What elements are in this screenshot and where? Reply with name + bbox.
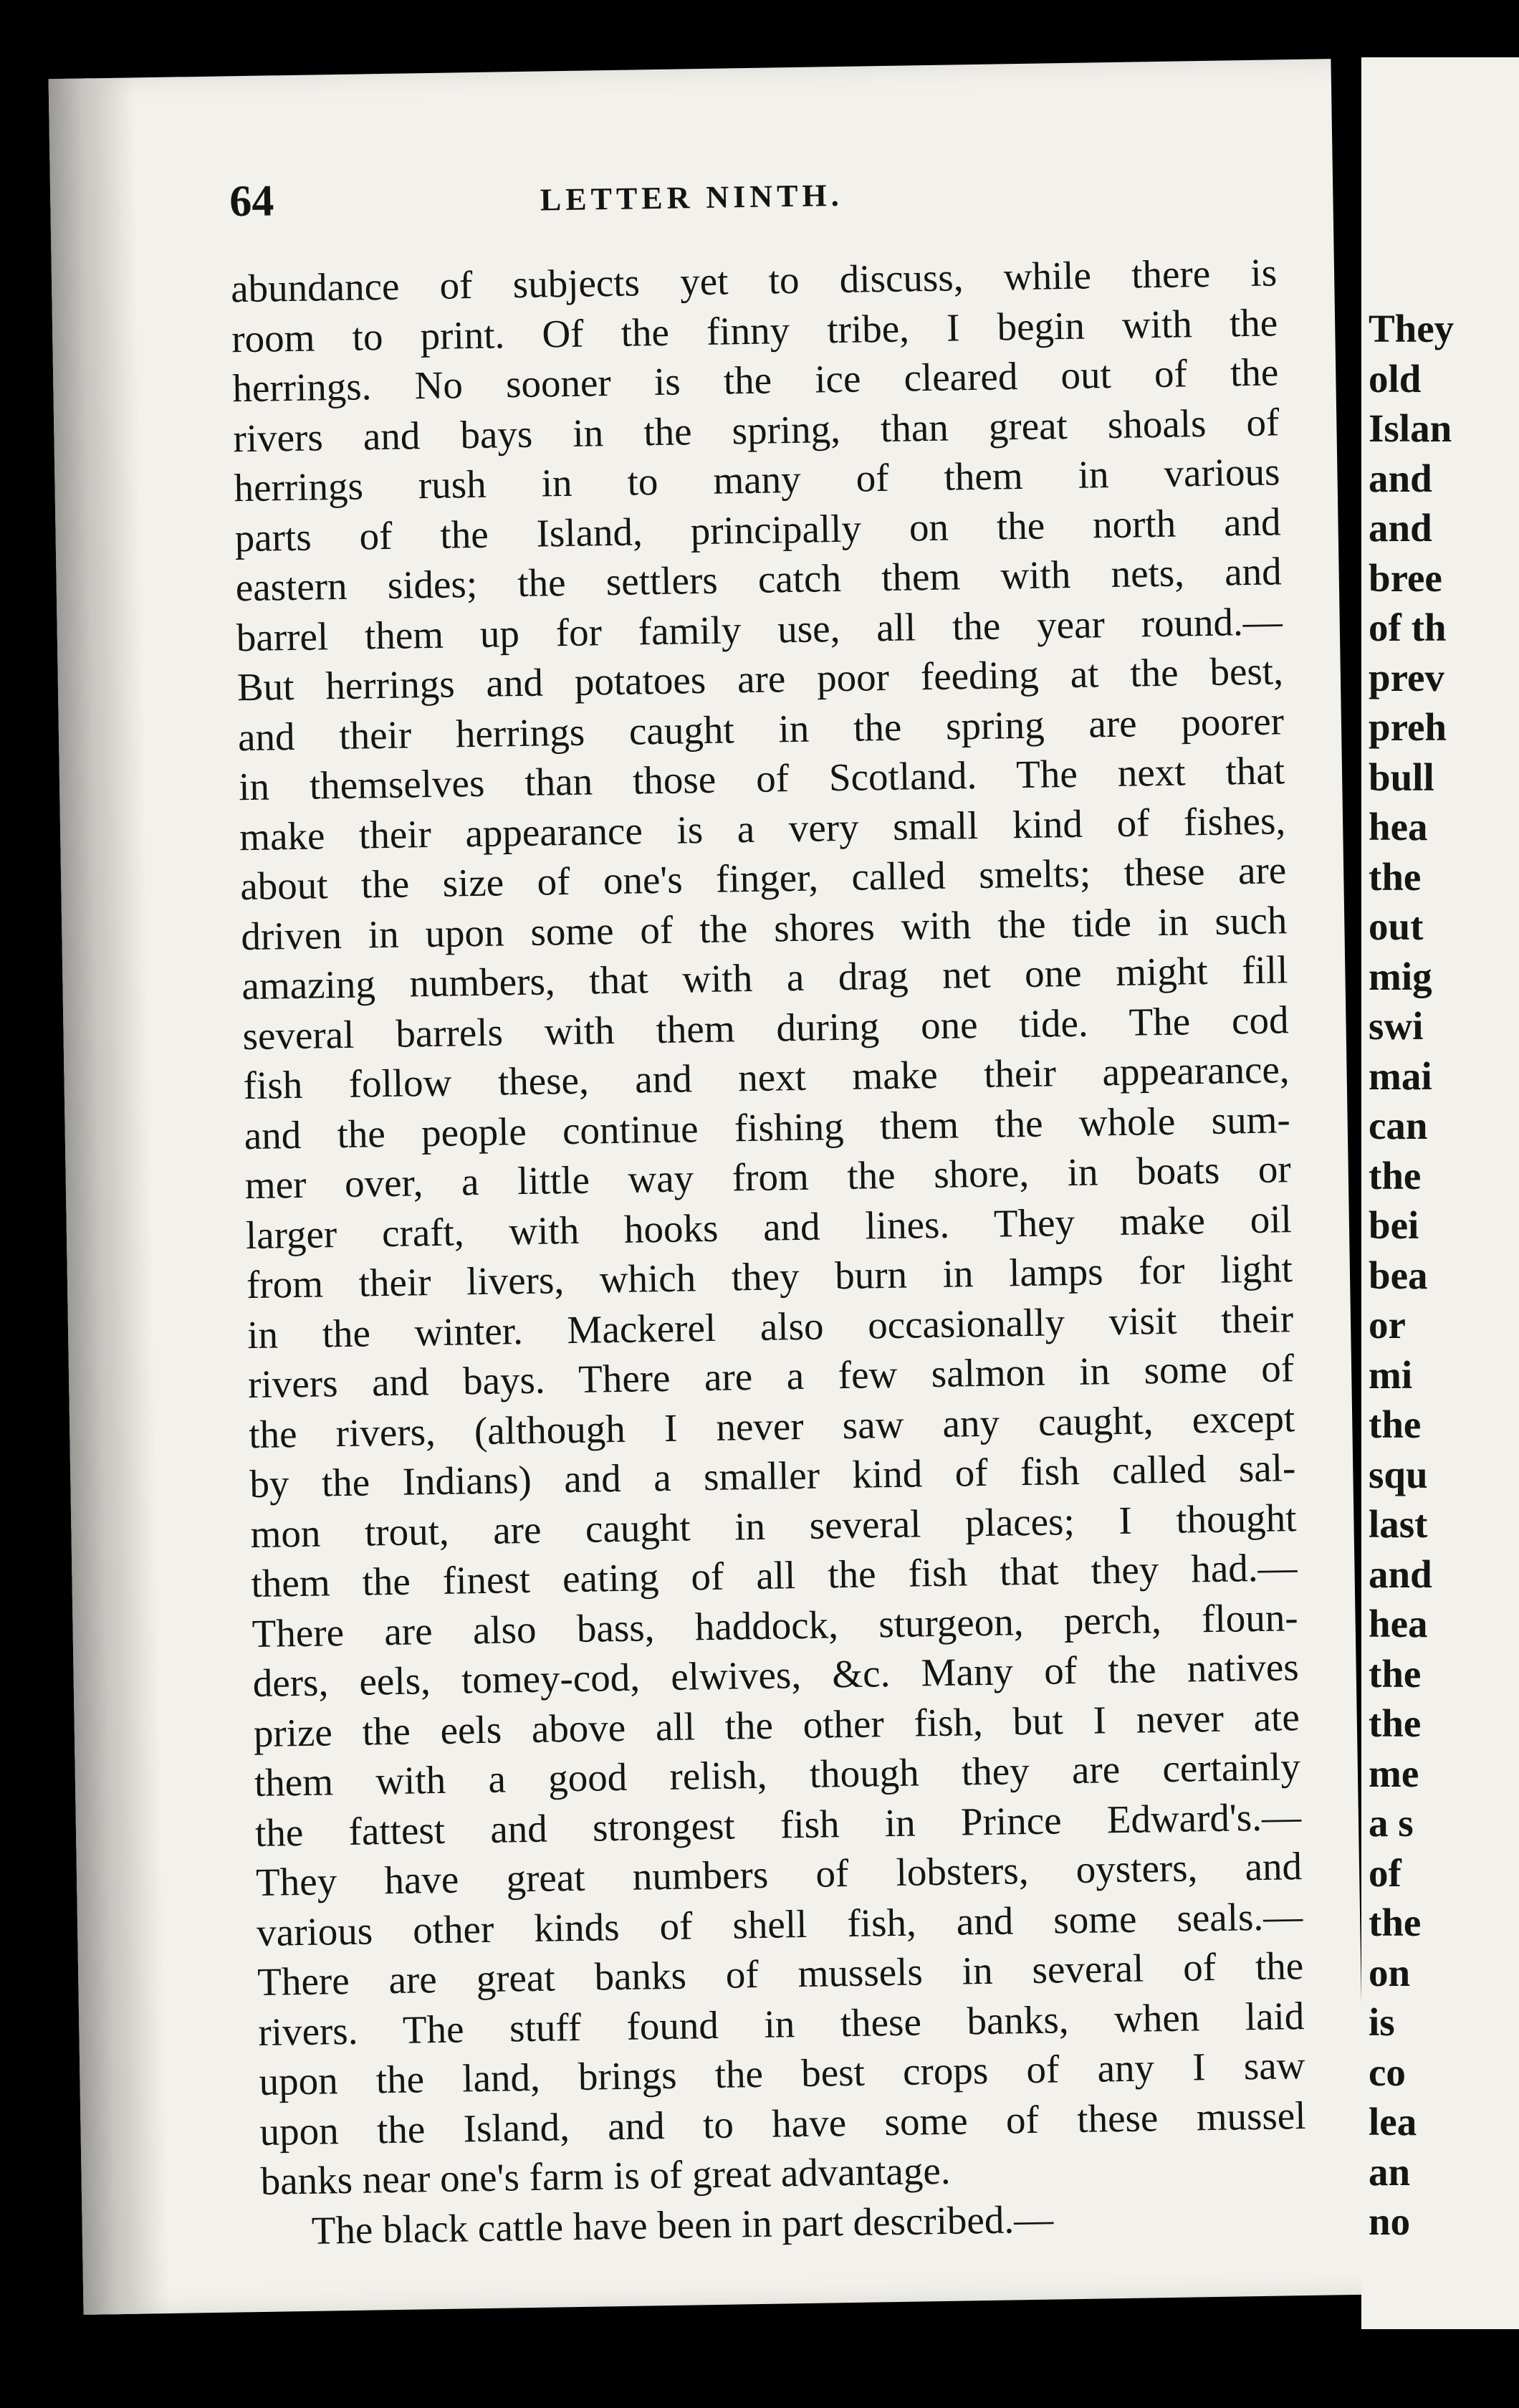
left-page (49, 59, 1366, 2315)
text-fragment: and (1369, 456, 1432, 500)
text-line: room to print. Of the finny tribe, I begin with the (231, 300, 1278, 360)
text-fragment: They (1369, 307, 1455, 350)
chapter-heading: LETTER NINTH. (540, 177, 844, 218)
text-fragment: the (1369, 1153, 1422, 1198)
text-fragment: swi (1369, 1004, 1424, 1048)
text-fragment: the (1369, 1651, 1422, 1696)
text-line: rivers and bays. There are a few salmon in some of (247, 1346, 1295, 1407)
text-fragment: preh (1369, 705, 1447, 749)
text-line: make their appearance is a very small kind of fishes, (239, 798, 1286, 859)
text-line: various other kinds of shell fish, and some seals.— (256, 1893, 1303, 1954)
text-fragment: lea (1369, 2100, 1417, 2144)
text-fragment: or (1369, 1303, 1406, 1347)
text-line: ders, eels, tomey-cod, elwives, &c. Many of the natives (252, 1645, 1300, 1706)
text-fragment: the (1369, 1701, 1422, 1745)
text-line: amazing numbers, that with a drag net one might fill (241, 947, 1288, 1008)
text-fragment: on (1369, 1950, 1411, 1994)
text-fragment: old (1369, 356, 1422, 401)
right-page (1361, 57, 1519, 2329)
text-line: But herrings and potatoes are poor feeding at the best, (236, 649, 1284, 710)
text-line: banks near one's farm is of great advantage. (260, 2148, 951, 2203)
text-fragment: out (1369, 904, 1424, 948)
text-fragment: a s (1369, 1801, 1414, 1845)
body-text (231, 247, 1308, 2256)
text-line: by the Indians) and a smaller kind of fish called sal- (249, 1446, 1296, 1506)
page-number: 64 (229, 176, 274, 226)
text-line: fish follow these, and next make their appearance, (243, 1047, 1290, 1108)
text-line: parts of the Island, principally on the north and (234, 499, 1281, 560)
right-page-text-fragments (1369, 304, 1454, 2247)
text-line: eastern sides; the settlers catch them with nets, and (235, 549, 1283, 610)
text-fragment: the (1369, 1403, 1422, 1446)
text-line: prize the eels above all the other fish, but I never ate (253, 1694, 1300, 1755)
text-line: in the winter. Mackerel also occasionally visit their (246, 1296, 1294, 1357)
text-line: They have great numbers of lobsters, oysters, and (255, 1844, 1303, 1905)
text-line: several barrels with them during one tide. The cod (242, 997, 1289, 1058)
text-line: them the finest eating of all the fish that they had.— (251, 1545, 1298, 1606)
text-fragment: no (1369, 2199, 1411, 2243)
text-line: There are also bass, haddock, sturgeon, perch, floun- (251, 1595, 1299, 1656)
text-fragment: and (1369, 1552, 1432, 1596)
text-fragment: bea (1369, 1253, 1428, 1297)
text-fragment: me (1369, 1751, 1419, 1795)
text-fragment: an (1369, 2149, 1411, 2194)
text-fragment: co (1369, 2050, 1406, 2094)
text-line: rivers and bays in the spring, than great shoals of (233, 399, 1280, 460)
text-fragment: mi (1369, 1352, 1413, 1397)
text-line: abundance of subjects yet to discuss, while there is (230, 250, 1278, 311)
text-line: and their herrings caught in the spring are poorer (237, 698, 1285, 759)
text-line: upon the Island, and to have some of these mussel (259, 2093, 1306, 2154)
text-fragment: bull (1369, 755, 1434, 799)
text-line: the fattest and strongest fish in Prince Edward's.— (254, 1794, 1302, 1855)
text-line: There are great banks of mussels in several of the (257, 1944, 1304, 2004)
text-fragment: of (1369, 1850, 1401, 1895)
text-fragment: of th (1369, 606, 1447, 649)
text-fragment: Islan (1369, 406, 1452, 450)
text-line: larger craft, with hooks and lines. They make oil (245, 1196, 1293, 1257)
text-fragment: the (1369, 1901, 1422, 1944)
page-gutter-shadow (49, 77, 170, 2314)
text-line: barrel them up for family use, all the year round.— (236, 598, 1283, 659)
text-fragment: last (1369, 1502, 1428, 1546)
text-fragment: hea (1369, 805, 1428, 849)
text-fragment: bei (1369, 1203, 1419, 1247)
text-line: about the size of one's finger, called smelts; these are (239, 848, 1287, 909)
text-line: and the people continue fishing them the whole sum- (244, 1096, 1291, 1157)
text-line: driven in upon some of the shores with the tide in such (240, 897, 1288, 958)
text-line: the rivers, (although I never saw any caught, except (248, 1395, 1295, 1456)
text-line: in themselves than those of Scotland. The next that (238, 748, 1285, 809)
text-fragment: bree (1369, 555, 1442, 600)
text-fragment: the (1369, 854, 1422, 899)
text-line: herrings. No sooner is the ice cleared out of the (231, 350, 1279, 411)
text-line: from their livers, which they burn in lamps for light (246, 1246, 1293, 1307)
text-fragment: prev (1369, 655, 1444, 699)
text-fragment: squ (1369, 1452, 1428, 1496)
text-line: upon the land, brings the best crops of any I saw (259, 2043, 1305, 2103)
text-fragment: can (1369, 1104, 1428, 1147)
text-fragment: and (1369, 506, 1432, 550)
text-line: them with a good relish, though they are certainly (254, 1744, 1301, 1805)
text-fragment: is (1369, 2000, 1395, 2044)
text-fragment: hea (1369, 1602, 1428, 1645)
running-head (50, 159, 1333, 244)
text-line: The black cattle have been in part described.— (311, 2197, 1054, 2252)
text-line: rivers. The stuff found in these banks, when laid (257, 1993, 1305, 2054)
text-fragment: mig (1369, 954, 1432, 998)
text-line: mer over, a little way from the shore, in boats or (244, 1147, 1292, 1208)
text-fragment: mai (1369, 1054, 1432, 1098)
text-line: mon trout, are caught in several places; I thought (250, 1495, 1297, 1556)
text-line: herrings rush in to many of them in various (234, 449, 1280, 510)
